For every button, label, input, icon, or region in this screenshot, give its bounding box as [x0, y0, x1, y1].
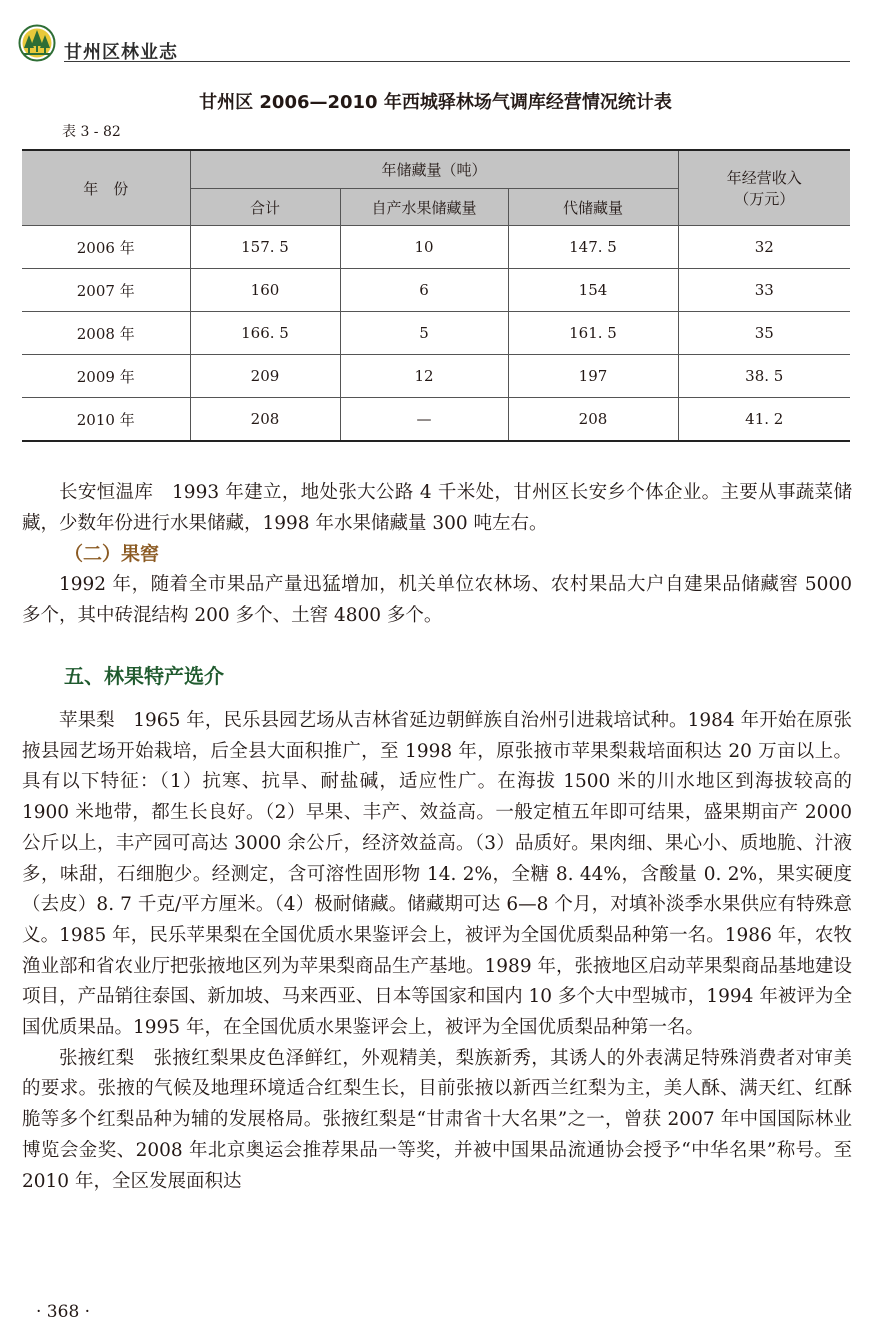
paragraph-red-pear: [22, 1044, 852, 1198]
header-proxy: 代储藏量: [508, 189, 678, 226]
header-income-line1: 年经营收入: [726, 169, 802, 187]
cell-income: 38. 5: [678, 355, 850, 398]
cell-year: 2008 年: [22, 312, 190, 355]
header-rule: [64, 61, 850, 62]
table-label: 表 3 - 82: [62, 124, 121, 140]
table-row: [22, 269, 850, 312]
header-income-line2: （万元）: [734, 190, 795, 208]
table-row: [22, 226, 850, 269]
cell-proxy: 161. 5: [508, 312, 678, 355]
cell-year: 2007 年: [22, 269, 190, 312]
table-row: [22, 398, 850, 442]
cell-proxy: 147. 5: [508, 226, 678, 269]
cell-total: 157. 5: [190, 226, 340, 269]
cell-income: 32: [678, 226, 850, 269]
paragraph-apple-pear: [22, 706, 852, 1044]
page-number: · 368 ·: [36, 1302, 91, 1322]
table-row: [22, 355, 850, 398]
body-block-1: [22, 478, 852, 632]
cell-self: —: [340, 398, 508, 442]
header-income: [678, 150, 850, 226]
cell-year: 2006 年: [22, 226, 190, 269]
cell-year: 2010 年: [22, 398, 190, 442]
paragraph-text: 张掖红梨果皮色泽鲜红，外观精美，梨族新秀，其诱人的外表满足特殊消费者对审美的要求。张掖的气候及地理环境适合红梨生长，目前张掖以新西兰红梨为主，美人酥、满天红、红酥脆等多个红梨品种为辅的发展格局。张掖红梨是“甘肃省十大名果”之一，曾获 2007 年中国国际林业博览会金奖、2008 年北京奥运会推荐果品一等奖，并被中国果品流通协会授予“中华名果”称号。至 2010 年，全区发展面积达: [22, 1047, 852, 1192]
header-total: 合计: [190, 189, 340, 226]
cell-proxy: 197: [508, 355, 678, 398]
header-year: 年 份: [22, 150, 190, 226]
table-title: 甘州区 2006—2010 年西城驿林场气调库经营情况统计表: [199, 92, 672, 113]
body-block-2: [22, 706, 852, 1197]
paragraph-fruit-cellar: [22, 570, 852, 631]
cell-self: 5: [340, 312, 508, 355]
cell-total: 209: [190, 355, 340, 398]
header-storage-group: 年储藏量（吨）: [190, 150, 678, 189]
paragraph-lead: 长安恒温库: [59, 482, 154, 503]
forestry-logo-icon: [18, 24, 56, 62]
cell-self: 6: [340, 269, 508, 312]
cell-income: 33: [678, 269, 850, 312]
cell-total: 160: [190, 269, 340, 312]
section-heading: 五、林果特产选介: [64, 664, 224, 688]
cell-self: 12: [340, 355, 508, 398]
book-title: 甘州区林业志: [64, 42, 178, 63]
cell-income: 35: [678, 312, 850, 355]
cell-total: 166. 5: [190, 312, 340, 355]
paragraph-text: 1992 年，随着全市果品产量迅猛增加，机关单位农林场、农村果品大户自建果品储藏窖 5000 多个，其中砖混结构 200 多个、土窖 4800 多个。: [22, 574, 852, 626]
cell-proxy: 154: [508, 269, 678, 312]
page-header: [18, 24, 850, 66]
statistics-table: [22, 149, 850, 442]
paragraph-lead: 张掖红梨: [59, 1047, 135, 1069]
paragraph-text: 1993 年建立，地处张大公路 4 千米处，甘州区长安乡个体企业。主要从事蔬菜储藏，少数年份进行水果储藏，1998 年水果储藏量 300 吨左右。: [22, 482, 852, 534]
table-row: [22, 312, 850, 355]
subsection-heading: （二）果窖: [64, 543, 160, 566]
cell-year: 2009 年: [22, 355, 190, 398]
cell-proxy: 208: [508, 398, 678, 442]
cell-self: 10: [340, 226, 508, 269]
paragraph-lead: 苹果梨: [59, 710, 115, 731]
cell-total: 208: [190, 398, 340, 442]
cell-income: 41. 2: [678, 398, 850, 442]
paragraph-changan: [22, 478, 852, 539]
header-self-fruit: 自产水果储藏量: [340, 189, 508, 226]
paragraph-text: 1965 年，民乐县园艺场从吉林省延边朝鲜族自治州引进栽培试种。1984 年开始在原张掖县园艺场开始栽培，后全县大面积推广，至 1998 年，原张掖市苹果梨栽培面积达 20 万亩以上。具有以下特征：（1）抗寒、抗旱、耐盐碱，适应性广。在海拔 1500 米的川水地区到海拔较高的 1900 米地带，都生长良好。（2）早果、丰产、效益高。一般定植五年即可结果，盛果期亩产 2000 公斤以上，丰产园可高达 3000 余公斤，经济效益高。（3）品质好。果肉细、果心小、质地脆、汁液多，味甜，石细胞少。经测定，含可溶性固形物 14. 2%，全糖 8. 44%，含酸量 0. 2%，果实硬度（去皮）8. 7 千克/平方厘米。（4）极耐储藏。储藏期可达 6—8 个月，对填补淡季水果供应有特殊意义。1985 年，民乐苹果梨在全国优质水果鉴评会上，被评为全国优质梨品种第一名。1986 年，农牧渔业部和省农业厅把张掖地区列为苹果梨商品生产基地。1989 年，张掖地区启动苹果梨商品基地建设项目，产品销往泰国、新加坡、马来西亚、日本等国家和国内 10 多个大中型城市，1994 年被评为全国优质果品。1995 年，在全国优质水果鉴评会上，被评为全国优质梨品种第一名。: [22, 710, 852, 1039]
